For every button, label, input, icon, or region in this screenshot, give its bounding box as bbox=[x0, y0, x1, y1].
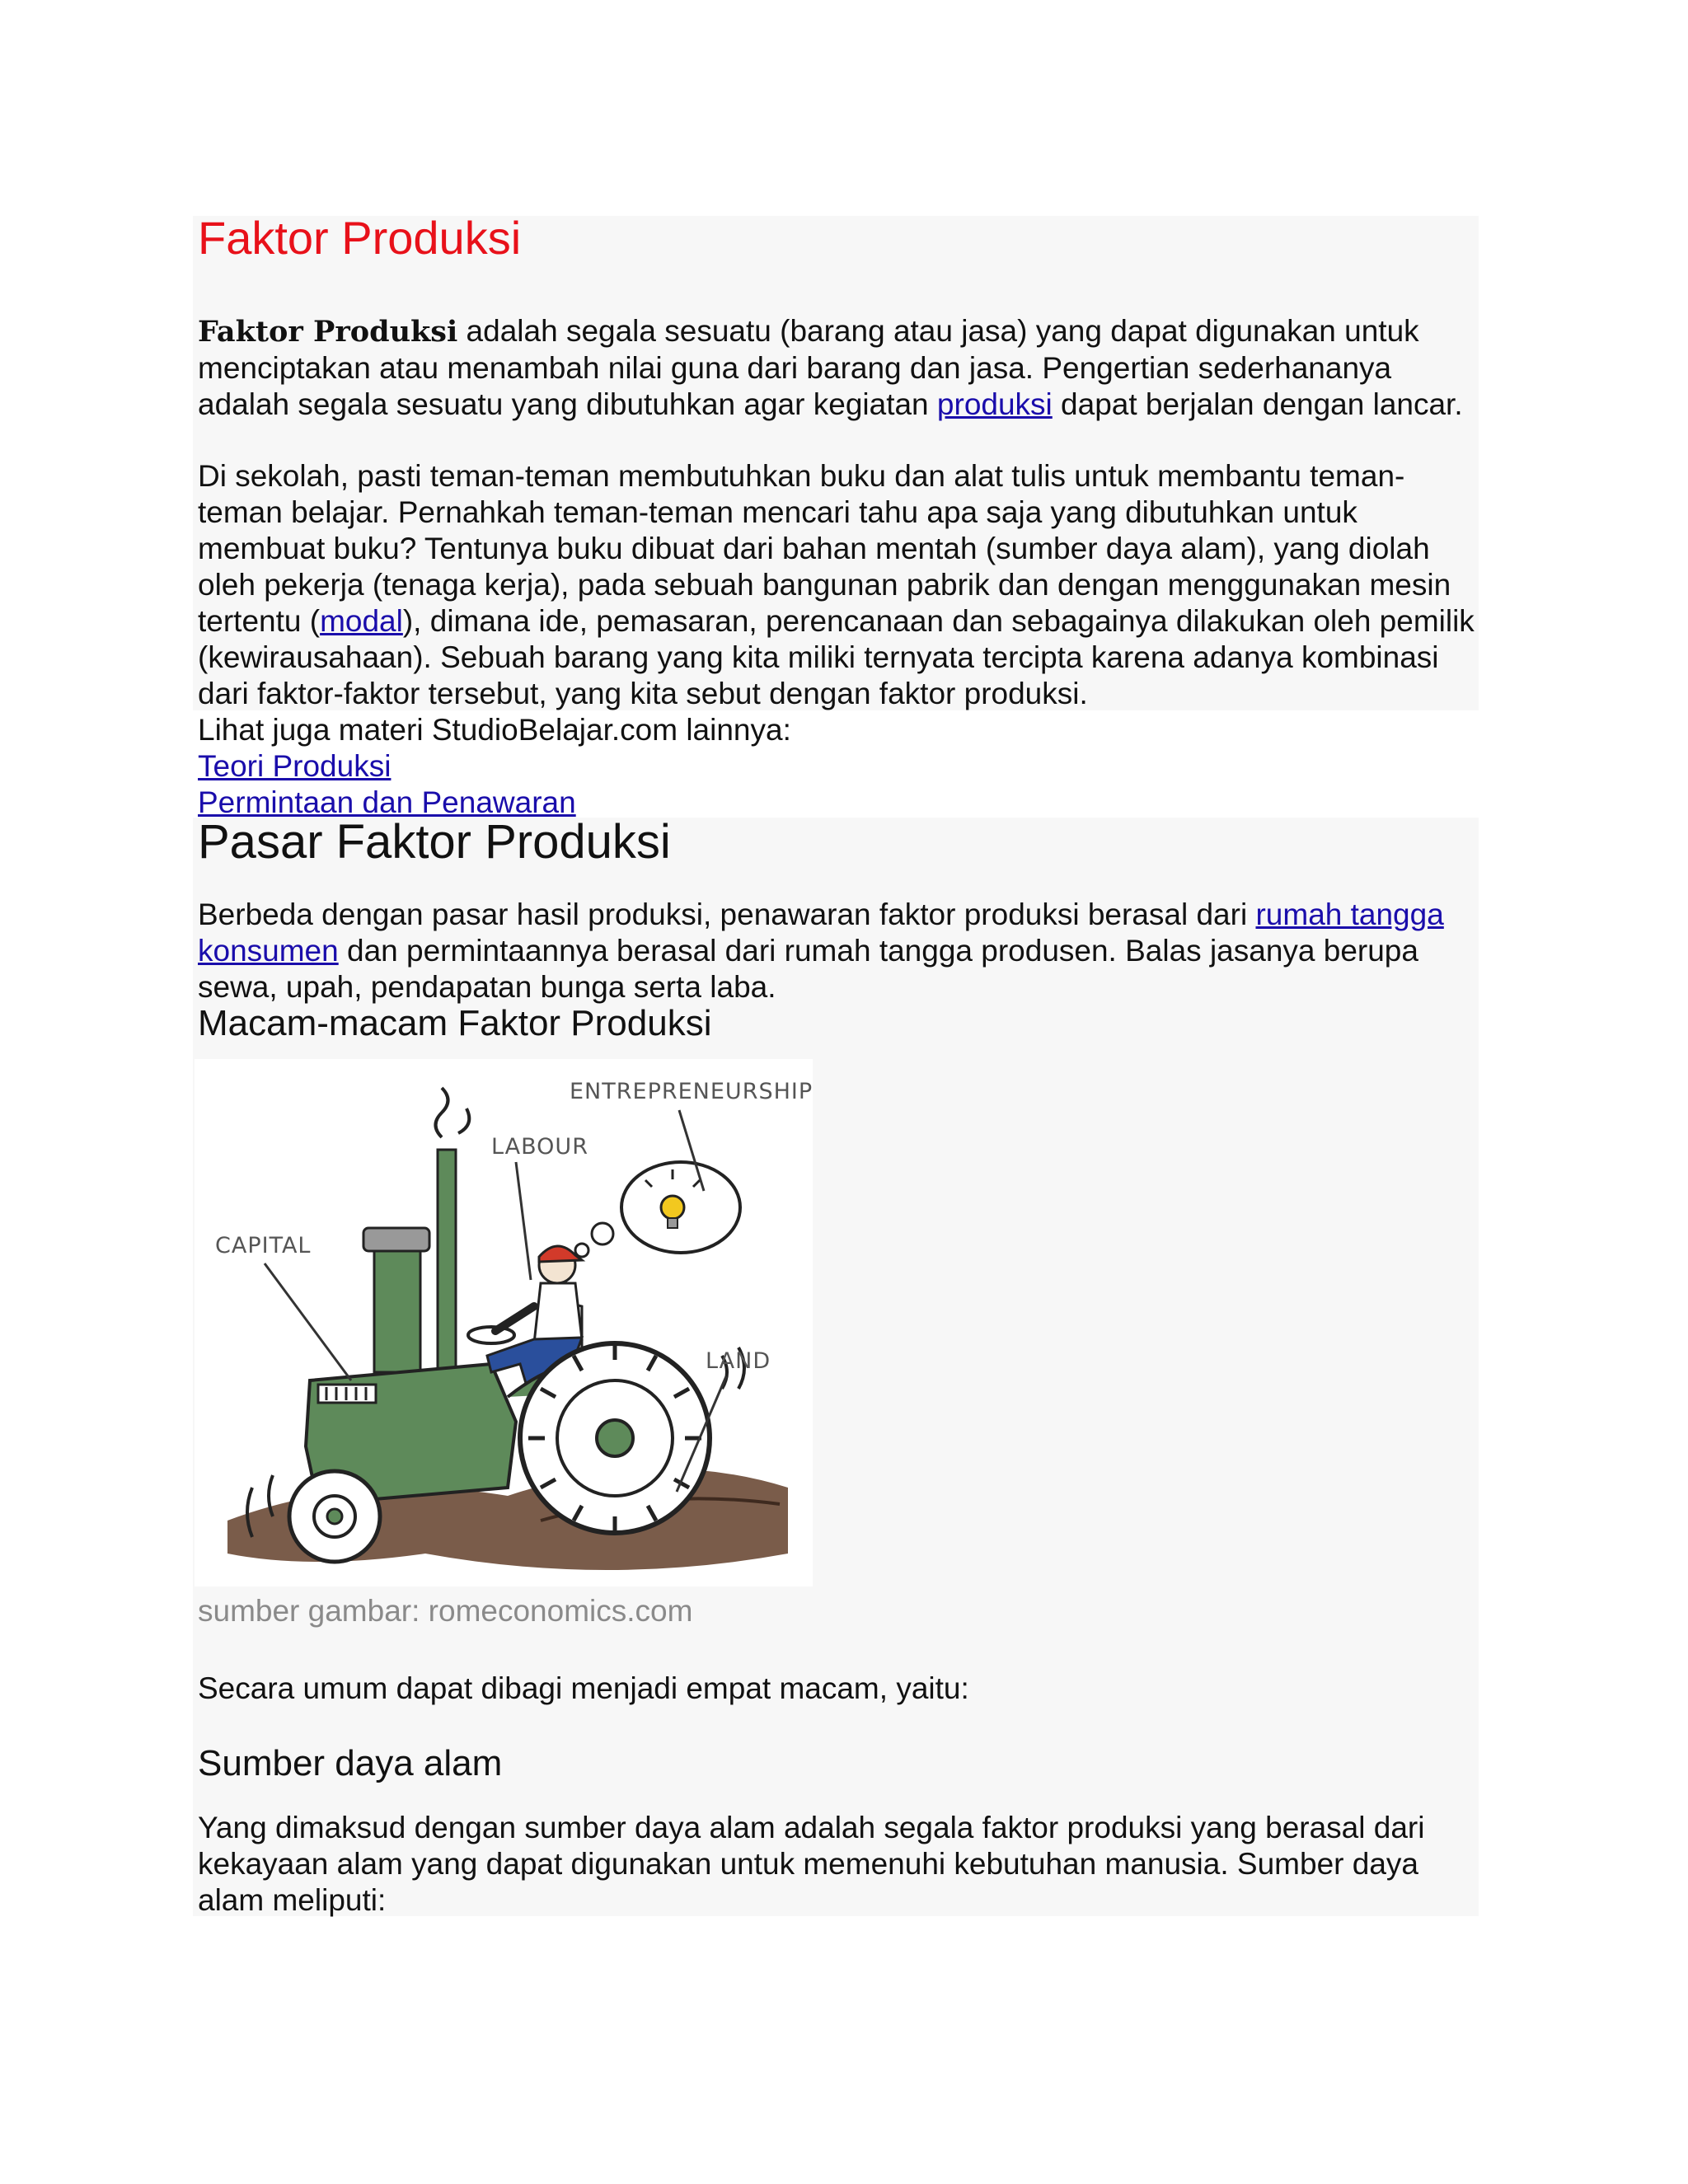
arrow-labour bbox=[516, 1162, 531, 1280]
school-paragraph bbox=[198, 458, 1479, 712]
natural-resources-heading: Sumber daya alam bbox=[198, 1743, 503, 1783]
page-title: Faktor Produksi bbox=[198, 212, 522, 264]
arrow-capital bbox=[265, 1263, 351, 1380]
market-heading: Pasar Faktor Produksi bbox=[198, 815, 671, 869]
market-text-2: dan permintaannya berasal dari rumah tangga produsen. Balas jasanya berupa sewa, upah, pendapatan bunga serta laba. bbox=[198, 934, 1418, 1004]
types-heading: Macam-macam Faktor Produksi bbox=[198, 1003, 712, 1043]
link-permintaan-penawaran[interactable]: Permintaan dan Penawaran bbox=[198, 785, 576, 819]
label-land: LAND bbox=[706, 1348, 771, 1374]
intro-text-2: dapat berjalan dengan lancar. bbox=[1052, 387, 1463, 421]
label-entrepreneurship: ENTREPRENEURSHIP bbox=[570, 1079, 813, 1104]
figure-caption: sumber gambar: romeconomics.com bbox=[198, 1594, 693, 1628]
intro-term: Faktor Produksi bbox=[198, 315, 458, 349]
market-text-1: Berbeda dengan pasar hasil produksi, penawaran faktor produksi berasal dari bbox=[198, 898, 1256, 931]
natural-resources-paragraph: Yang dimaksud dengan sumber daya alam adalah segala faktor produksi yang berasal dari kekayaan alam yang dapat digunakan untuk memenuhi kebutuhan manusia. Sumber daya alam meliputi: bbox=[198, 1811, 1425, 1917]
intro-text-1: adalah segala sesuatu (barang atau jasa) yang dapat digunakan untuk menciptakan atau menambah nilai guna dari barang dan jasa. Pengertian sederhananya adalah segala sesuatu yang dibutuhkan agar kegiatan bbox=[198, 314, 1419, 421]
link-rumah-tangga-konsumen[interactable]: rumah tangga konsumen bbox=[198, 898, 1444, 968]
intro-paragraph bbox=[198, 313, 1475, 423]
link-modal[interactable]: modal bbox=[320, 604, 403, 638]
tractor-illustration bbox=[195, 1059, 813, 1586]
idea-bulb-icon bbox=[661, 1196, 684, 1219]
label-capital: CAPITAL bbox=[215, 1233, 312, 1258]
market-paragraph bbox=[198, 897, 1467, 1005]
label-labour: LABOUR bbox=[491, 1134, 588, 1160]
school-text-2: ), dimana ide, pemasaran, perencanaan dan sebagainya dilakukan oleh pemilik (kewirausahaan). Sebuah barang yang kita miliki ternyata tercipta karena adanya kombinasi dari faktor-faktor tersebut, yang kita sebut dengan faktor produksi. bbox=[198, 604, 1475, 710]
link-teori-produksi[interactable]: Teori Produksi bbox=[198, 749, 392, 783]
farmer-shirt bbox=[534, 1283, 582, 1343]
school-text-1: Di sekolah, pasti teman-teman membutuhkan buku dan alat tulis untuk membantu teman-teman belajar. Pernahkah teman-teman mencari tahu apa saja yang dibutuhkan untuk membuat buku? Tentunya buku dibuat dari bahan mentah (sumber daya alam), yang diolah oleh pekerja (tenaga kerja), pada sebuah bangunan pabrik dan dengan menggunakan mesin tertentu ( bbox=[198, 459, 1451, 638]
link-produksi[interactable]: produksi bbox=[936, 387, 1053, 421]
exhaust-pipe bbox=[438, 1150, 456, 1380]
see-also-label: Lihat juga materi StudioBelajar.com lainnya: bbox=[198, 713, 791, 747]
factors-illustration bbox=[195, 1059, 813, 1586]
smoke-icon bbox=[436, 1088, 470, 1137]
types-summary: Secara umum dapat dibagi menjadi empat macam, yaitu: bbox=[198, 1671, 969, 1705]
